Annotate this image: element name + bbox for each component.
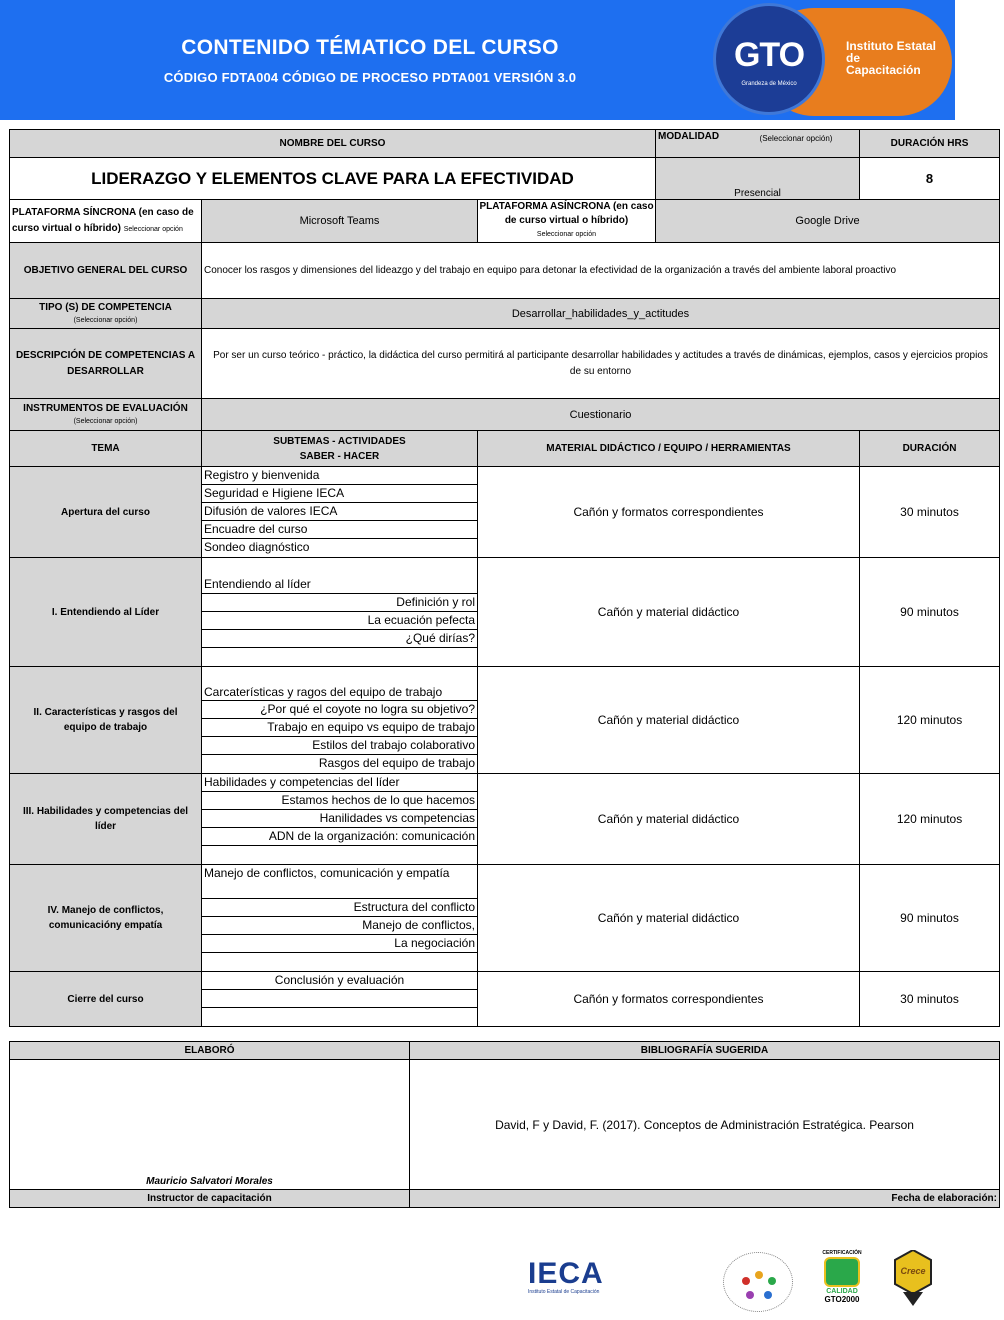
objective-text: Conocer los rasgos y dimensiones del lideazgo y del trabajo en equipo para detonar la efectividad de la organización a través del ambiente laboral proactivo — [202, 243, 1000, 299]
subtopics-cell — [202, 667, 478, 774]
topic-name: Cierre del curso — [10, 972, 202, 1027]
competence-type-value[interactable]: Desarrollar_habilidades_y_actitudes — [202, 299, 1000, 329]
elaboro-label: ELABORÓ — [10, 1042, 410, 1060]
subtopic-item: Entendiendo al líder — [202, 558, 477, 594]
course-table — [9, 129, 1000, 1027]
course-name: LIDERAZGO Y ELEMENTOS CLAVE PARA LA EFECTIVIDAD — [10, 158, 656, 200]
col-subtopics — [202, 431, 478, 467]
material-cell: Cañón y material didáctico — [478, 774, 860, 865]
calidad-gto-logo — [820, 1250, 864, 1308]
topic-name: IV. Manejo de conflictos, comunicacióny empatía — [10, 865, 202, 972]
async-platform-hint: Seleccionar opción — [536, 231, 597, 238]
calidad-bottom: GTO2000 — [824, 1295, 860, 1304]
subtopic-item: Trabajo en equipo vs equipo de trabajo — [202, 719, 477, 737]
col-duration: DURACIÓN — [860, 431, 1000, 467]
subtopic-item: Carcaterísticas y ragos del equipo de trabajo — [202, 667, 477, 701]
duration-cell: 120 minutos — [860, 774, 1000, 865]
duration-cell: 90 minutos — [860, 558, 1000, 667]
topic-name: II. Características y rasgos del equipo de trabajo — [10, 667, 202, 774]
ieca-logo-text: IECA — [528, 1257, 604, 1290]
col-subtopics-line2: SABER - HACER — [299, 450, 380, 462]
subtopic-item: Habilidades y competencias del líder — [202, 774, 477, 792]
date-label: Fecha de elaboración: — [410, 1190, 1000, 1208]
author-role: Instructor de capacitación — [10, 1190, 410, 1208]
material-cell: Cañón y formatos correspondientes — [478, 467, 860, 558]
topic-name: Apertura del curso — [10, 467, 202, 558]
subtopic-item-blank — [202, 953, 477, 971]
subtopic-item: Hanilidades vs competencias — [202, 810, 477, 828]
competence-type-label-cell — [10, 299, 202, 329]
subtopic-item: ¿Qué dirías? — [202, 630, 477, 648]
subtopic-item: Estamos hechos de lo que hacemos — [202, 792, 477, 810]
subtopics-cell — [202, 865, 478, 972]
subtopic-item-blank — [202, 846, 477, 864]
sync-platform-hint: Seleccionar opción — [123, 225, 183, 233]
duration-hrs-label: DURACIÓN HRS — [860, 130, 1000, 158]
course-name-label: NOMBRE DEL CURSO — [10, 130, 656, 158]
objective-label: OBJETIVO GENERAL DEL CURSO — [10, 243, 202, 299]
instruments-value[interactable]: Cuestionario — [202, 399, 1000, 431]
subtopic-item: ADN de la organización: comunicación — [202, 828, 477, 846]
footer-logos — [0, 1245, 1004, 1315]
competence-desc-text: Por ser un curso teórico - práctico, la didáctica del curso permitirá al participante desarrollar habilidades y actitudes a través de dinámicas, ejemplos, casos y ejercicios propios de su entorno — [202, 329, 1000, 399]
material-cell: Cañón y material didáctico — [478, 865, 860, 972]
subtopic-item: Manejo de conflictos, comunicación y empatía — [202, 865, 477, 899]
table-row — [10, 972, 1000, 1027]
table-row — [10, 558, 1000, 667]
subtopic-item: Encuadre del curso — [202, 521, 477, 539]
subtopic-item: La negociación — [202, 935, 477, 953]
subtopic-item: Conclusión y evaluación — [202, 972, 477, 990]
bibliography-text: David, F y David, F. (2017). Conceptos de Administración Estratégica. Pearson — [410, 1060, 1000, 1190]
competence-type-hint: (Seleccionar opción) — [73, 316, 138, 324]
bibliography-label: BIBLIOGRAFÍA SUGERIDA — [410, 1042, 1000, 1060]
modality-label-cell — [656, 130, 860, 158]
table-row — [10, 774, 1000, 865]
document-title: CONTENIDO TÉMATICO DEL CURSO — [181, 36, 559, 59]
subtopic-item: ¿Por qué el coyote no logra su objetivo? — [202, 701, 477, 719]
material-cell: Cañón y material didáctico — [478, 667, 860, 774]
subtopic-item-blank — [202, 990, 477, 1008]
gto-logo-sub: Grandeza de México — [741, 81, 797, 87]
col-subtopics-line1: SUBTEMAS - ACTIVIDADES — [273, 435, 406, 447]
document-codes: CÓDIGO FDTA004 CÓDIGO DE PROCESO PDTA001 VERSIÓN 3.0 — [163, 70, 577, 85]
table-row — [10, 467, 1000, 558]
subtopics-cell — [202, 972, 478, 1027]
modality-label: MODALIDAD — [658, 131, 720, 142]
competence-desc-label: DESCRIPCIÓN DE COMPETENCIAS A DESARROLLAR — [10, 329, 202, 399]
calidad-top: CERTIFICACIÓN — [822, 1250, 862, 1256]
ieca-logo — [528, 1259, 628, 1299]
institute-logo-text: Instituto Estatal de Capacitación — [846, 39, 937, 77]
subtopic-item: Seguridad e Higiene IECA — [202, 485, 477, 503]
material-cell: Cañón y formatos correspondientes — [478, 972, 860, 1027]
subtopics-cell — [202, 558, 478, 667]
subtopic-item: Definición y rol — [202, 594, 477, 612]
subtopic-item: Manejo de conflictos, — [202, 917, 477, 935]
col-material: MATERIAL DIDÁCTICO / EQUIPO / HERRAMIENTAS — [478, 431, 860, 467]
author-name: Mauricio Salvatori Morales — [10, 1060, 410, 1190]
equality-seal-icon — [723, 1252, 793, 1312]
async-platform-label: PLATAFORMA ASÍNCRONA (en caso de curso virtual o híbrido) — [479, 201, 654, 226]
gto-logo-text: GTO — [733, 36, 805, 74]
instruments-hint: (Seleccionar opción) — [73, 417, 138, 425]
subtopic-item-blank — [202, 1008, 477, 1026]
duration-cell: 30 minutos — [860, 467, 1000, 558]
crece-logo — [893, 1250, 933, 1306]
subtopic-item: Estilos del trabajo colaborativo — [202, 737, 477, 755]
signature-table — [9, 1041, 1000, 1208]
subtopic-item: Rasgos del equipo de trabajo — [318, 756, 475, 770]
modality-hint: (Seleccionar opción) — [759, 134, 833, 143]
instruments-label: INSTRUMENTOS DE EVALUACIÓN — [23, 402, 188, 414]
sync-platform-value[interactable]: Microsoft Teams — [202, 200, 478, 243]
duration-hrs-value: 8 — [860, 158, 1000, 200]
crece-text: Crece — [900, 1266, 926, 1276]
async-platform-label-cell — [478, 200, 656, 243]
topic-name: III. Habilidades y competencias del líder — [10, 774, 202, 865]
modality-value[interactable]: Presencial — [656, 158, 860, 200]
duration-cell: 90 minutos — [860, 865, 1000, 972]
duration-cell: 30 minutos — [860, 972, 1000, 1027]
subtopic-item: Registro y bienvenida — [202, 467, 477, 485]
gto-logo — [713, 3, 825, 115]
instruments-label-cell — [10, 399, 202, 431]
subtopics-cell — [202, 774, 478, 865]
table-row — [10, 667, 1000, 774]
duration-cell: 120 minutos — [860, 667, 1000, 774]
sync-platform-label: PLATAFORMA SÍNCRONA (en caso de curso virtual o híbrido) — [12, 206, 194, 234]
competence-type-label: TIPO (S) DE COMPETENCIA — [39, 301, 172, 313]
subtopic-item: La ecuación pefecta — [202, 612, 477, 630]
col-topic: TEMA — [10, 431, 202, 467]
subtopic-item-blank — [202, 648, 477, 666]
subtopic-item: Difusión de valores IECA — [202, 503, 477, 521]
table-row — [10, 865, 1000, 972]
subtopic-item: Estructura del conflicto — [202, 899, 477, 917]
ieca-logo-sub: Instituto Estatal de Capacitación — [528, 1289, 600, 1295]
async-platform-value[interactable]: Google Drive — [656, 200, 1000, 243]
material-cell: Cañón y material didáctico — [478, 558, 860, 667]
topic-name: I. Entendiendo al Líder — [10, 558, 202, 667]
subtopic-item: Sondeo diagnóstico — [204, 540, 310, 554]
sync-platform-label-cell — [10, 200, 202, 243]
calidad-mid: CALIDAD — [826, 1288, 858, 1295]
subtopics-cell — [202, 467, 478, 558]
